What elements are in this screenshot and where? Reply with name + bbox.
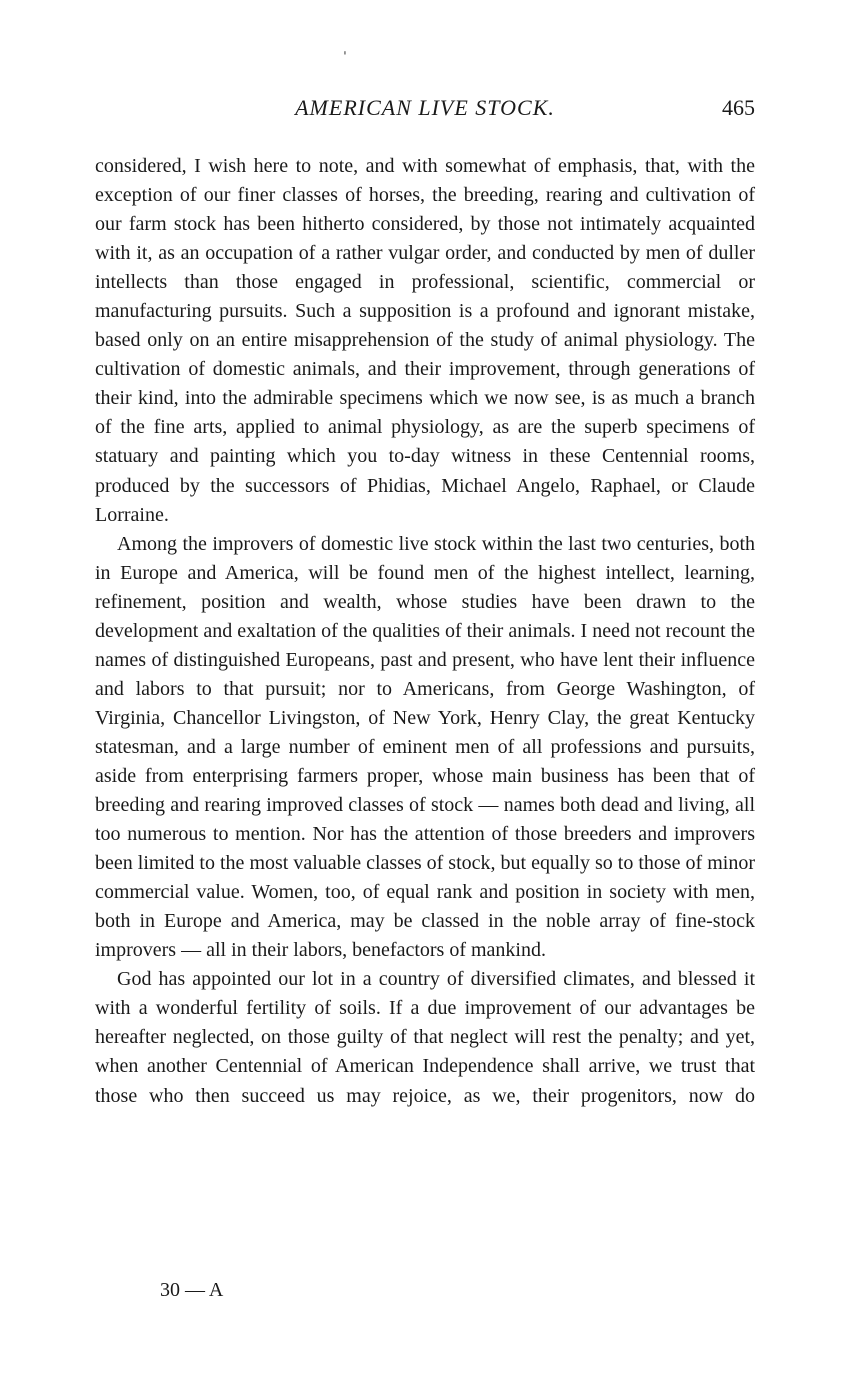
- running-title: AMERICAN LIVE STOCK.: [295, 95, 555, 120]
- signature-mark: 30 — A: [160, 1279, 224, 1301]
- paragraph-3: God has appointed our lot in a country of diversified climates, and blessed it with a wonderful fertility of soils. If a due improvement of our advantages be hereafter neglected, on those guilty of that neglect will rest the penalty; and yet, when another Centennial of American Independence shall arrive, we trust that those who then succeed us may rejoice, as we, their progenitors, now do: [95, 968, 755, 1107]
- page-number: 465: [722, 95, 755, 120]
- body-text: [95, 152, 755, 1111]
- paragraph-2: Among the improvers of domestic live stock within the last two centuries, both in Europe and America, will be found men of the highest intellect, learning, refinement, position and wealth, whose studies have been drawn to the development and exaltation of the qualities of their animals. I need not recount the names of distinguished Europeans, past and present, who have lent their influence and labors to that pursuit; nor to Americans, from George Washington, of Virginia, Chancellor Livingston, of New York, Henry Clay, the great Kentucky statesman, and a large number of eminent men of all professions and pursuits, aside from enterprising farmers proper, whose main business has been that of breeding and rearing improved classes of stock — names both dead and living, all too numerous to mention. Nor has the attention of those breeders and improvers been limited to the most valuable classes of stock, but equally so to those of minor commercial value. Women, too, of equal rank and position in society with men, both in Europe and America, may be classed in the noble array of fine-stock improvers — all in their labors, benefactors of mankind.: [95, 532, 755, 962]
- page-header: [95, 95, 755, 125]
- paragraph-1: considered, I wish here to note, and with somewhat of emphasis, that, with the exception of our finer classes of horses, the breeding, rearing and cultivation of our farm stock has been hitherto considered, by those not intimately acquainted with it, as an occupation of a rather vulgar order, and conducted by men of duller intellects than those engaged in professional, scientific, commercial or manufacturing pursuits. Such a supposition is a profound and ignorant mistake, based only on an entire misapprehension of the study of animal physiology. The cultivation of domestic animals, and their improvement, through generations of their kind, into the admirable specimens which we now see, is as much a branch of the fine arts, applied to animal physiology, as are the superb specimens of statuary and painting which you to-day witness in these Centennial rooms, produced by the successors of Phidias, Michael Angelo, Raphael, or Claude Lorraine.: [95, 155, 755, 526]
- printing-mark: ˈ: [343, 50, 347, 66]
